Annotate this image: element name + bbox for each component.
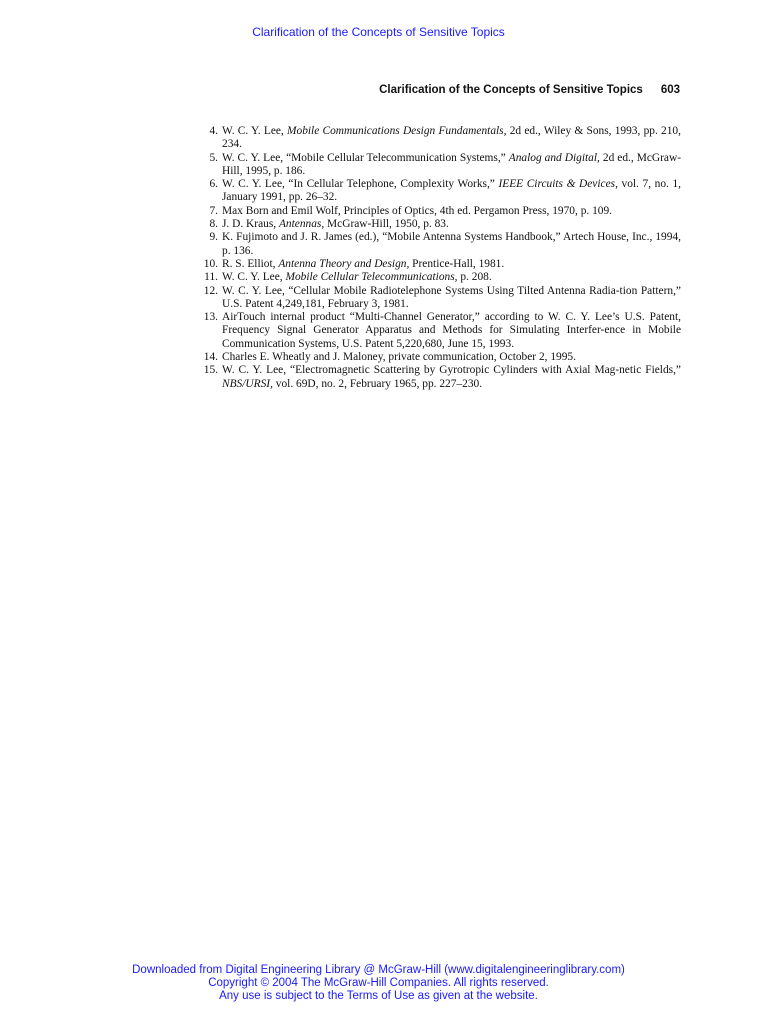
running-head-title: Clarification of the Concepts of Sensitive Topics <box>379 84 643 96</box>
reference-item <box>196 271 681 284</box>
reference-number: 11. <box>204 271 218 284</box>
reference-italic-title: Antennas, <box>278 218 325 231</box>
reference-text: K. Fujimoto and J. R. James (ed.), “Mobile Antenna Systems Handbook,” Artech House, Inc., 1994, p. 136. <box>222 231 681 257</box>
reference-item <box>196 125 681 152</box>
reference-item <box>196 152 681 179</box>
reference-text: W. C. Y. Lee, “Electromagnetic Scattering by Gyrotropic Cylinders with Axial Mag-netic Fields,” <box>222 364 681 377</box>
reference-text: vol. 7, no. 1, January 1991, pp. 26–32. <box>222 178 681 204</box>
reference-text: W. C. Y. Lee, “In Cellular Telephone, Complexity Works,” <box>222 178 499 191</box>
reference-text: W. C. Y. Lee, <box>222 125 288 137</box>
reference-text: vol. 69D, no. 2, February 1965, pp. 227–230. <box>272 377 483 390</box>
footer-download-link[interactable]: Downloaded from Digital Engineering Library @ McGraw-Hill (www.digitalengineeringlibrary.com) <box>132 964 625 976</box>
reference-text: R. S. Elliot, <box>222 257 279 270</box>
reference-italic-title: Mobile Communications Design Fundamentals, <box>287 125 507 137</box>
reference-italic-title: NBS/URSI, <box>222 377 273 390</box>
reference-text: W. C. Y. Lee, <box>222 271 286 284</box>
reference-item <box>196 258 681 271</box>
reference-text: Charles E. Wheatly and J. Maloney, private communication, October 2, 1995. <box>222 351 576 364</box>
reference-item <box>196 231 681 258</box>
reference-item <box>196 205 681 218</box>
reference-text: AirTouch internal product “Multi-Channel Generator,” according to W. C. Y. Lee’s U.S. Patent, Frequency Signal Generator Apparatus and Methods for Simulating Interfer-ence in Mobile Communication Systems, U.S. Patent 5,220,680, June 15, 1993. <box>222 311 681 350</box>
reference-number: 4. <box>209 125 218 137</box>
reference-item <box>196 285 681 312</box>
reference-text: W. C. Y. Lee, “Cellular Mobile Radiotelephone Systems Using Tilted Antenna Radia-tion Pattern,” U.S. Patent 4,249,181, February 3, 1981. <box>222 284 681 310</box>
reference-number: 10. <box>203 257 218 270</box>
reference-number: 14. <box>203 351 218 364</box>
reference-number: 12. <box>203 284 218 297</box>
reference-number: 5. <box>209 151 218 164</box>
footer-terms-link[interactable]: Any use is subject to the Terms of Use as given at the website. <box>219 990 538 1002</box>
reference-item <box>196 351 681 364</box>
reference-italic-title: Mobile Cellular Telecommunications, <box>285 271 458 284</box>
reference-list <box>196 125 681 391</box>
footer-copyright: Copyright © 2004 The McGraw-Hill Companies. All rights reserved. <box>208 977 549 989</box>
reference-text: p. 208. <box>457 271 492 284</box>
top-title-link[interactable]: Clarification of the Concepts of Sensitive Topics <box>252 25 505 39</box>
reference-text: 2d ed., McGraw-Hill, 1995, p. 186. <box>222 151 681 177</box>
reference-text: 2d ed., Wiley & Sons, 1993, pp. 210, 234. <box>222 125 681 151</box>
reference-number: 7. <box>209 204 218 217</box>
reference-italic-title: IEEE Circuits & Devices, <box>498 178 618 191</box>
reference-item <box>196 218 681 231</box>
running-head <box>0 83 680 97</box>
page-number: 603 <box>660 84 680 96</box>
reference-item <box>196 364 681 391</box>
reference-italic-title: Antenna Theory and Design, <box>278 257 410 270</box>
reference-italic-title: Analog and Digital, <box>508 151 600 164</box>
reference-text: McGraw-Hill, 1950, p. 83. <box>324 218 449 231</box>
reference-text: Max Born and Emil Wolf, Principles of Optics, 4th ed. Pergamon Press, 1970, p. 109. <box>222 204 613 217</box>
reference-number: 13. <box>203 311 218 324</box>
reference-number: 8. <box>209 218 218 231</box>
reference-number: 9. <box>209 231 218 244</box>
reference-item <box>196 311 681 351</box>
reference-item <box>196 178 681 205</box>
reference-text: J. D. Kraus, <box>222 218 279 231</box>
reference-number: 6. <box>209 178 218 191</box>
reference-text: W. C. Y. Lee, “Mobile Cellular Telecommunication Systems,” <box>222 151 509 164</box>
reference-text: Prentice-Hall, 1981. <box>409 257 505 270</box>
footer-notice <box>0 964 757 1003</box>
reference-number: 15. <box>203 364 218 377</box>
